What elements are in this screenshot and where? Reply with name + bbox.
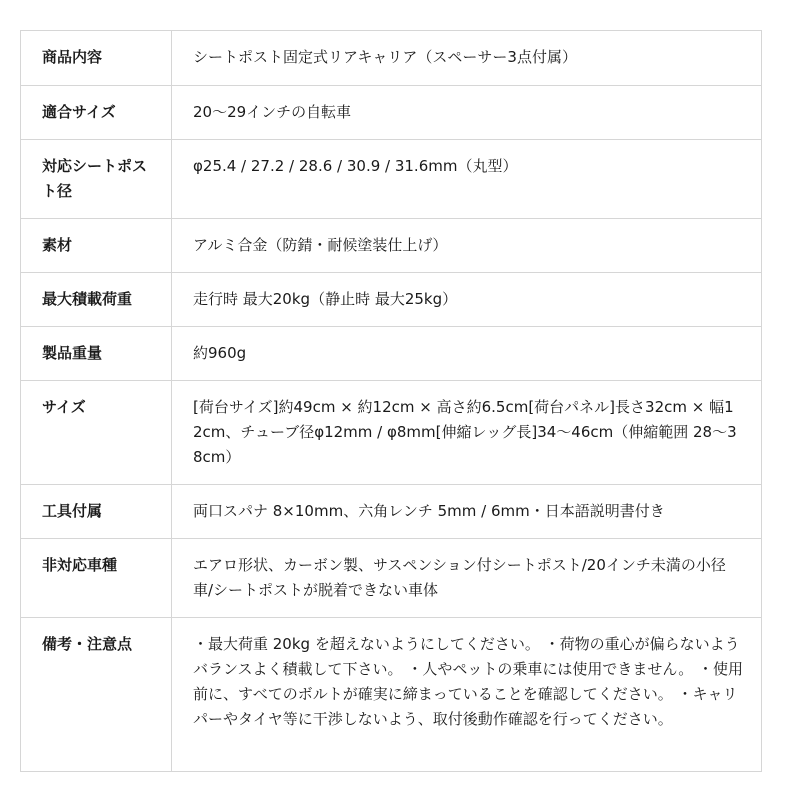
spec-label: 工具付属 <box>21 485 172 539</box>
spec-value: シートポスト固定式リアキャリア（スペーサー3点付属） <box>172 31 762 86</box>
spec-value: アルミ合金（防錆・耐候塗装仕上げ） <box>172 219 762 273</box>
spec-value: 20〜29インチの自転車 <box>172 86 762 140</box>
spec-label: 製品重量 <box>21 327 172 381</box>
table-row <box>21 539 762 618</box>
spec-value: 両口スパナ 8×10mm、六角レンチ 5mm / 6mm・日本語説明書付き <box>172 485 762 539</box>
spec-label: 適合サイズ <box>21 86 172 140</box>
spec-value: 約960g <box>172 327 762 381</box>
spec-value: ・最大荷重 20kg を超えないようにしてください。 ・荷物の重心が偏らないようバランスよく積載して下さい。 ・人やペットの乗車には使用できません。 ・使用前に、すべてのボルトが確実に締まっていることを確認してください。 ・キャリパーやタイヤ等に干渉しないよう、取付後動作確認を行ってください。 <box>172 618 762 772</box>
spec-value: エアロ形状、カーボン製、サスペンション付シートポスト/20インチ未満の小径車/シートポストが脱着できない車体 <box>172 539 762 618</box>
spec-label: サイズ <box>21 381 172 485</box>
table-row <box>21 273 762 327</box>
table-row <box>21 485 762 539</box>
table-row <box>21 219 762 273</box>
table-row <box>21 618 762 772</box>
table-row <box>21 140 762 219</box>
spec-label: 商品内容 <box>21 31 172 86</box>
table-row <box>21 327 762 381</box>
table-row <box>21 86 762 140</box>
spec-label: 非対応車種 <box>21 539 172 618</box>
table-row <box>21 381 762 485</box>
spec-table <box>20 30 762 772</box>
spec-label: 対応シートポスト径 <box>21 140 172 219</box>
table-row <box>21 31 762 86</box>
spec-value: 走行時 最大20kg（静止時 最大25kg） <box>172 273 762 327</box>
spec-label: 備考・注意点 <box>21 618 172 772</box>
spec-value: [荷台サイズ]約49cm × 約12cm × 高さ約6.5cm[荷台パネル]長さ32cm × 幅12cm、チューブ径φ12mm / φ8mm[伸縮レッグ長]34〜46cm（伸縮範囲 28〜38cm） <box>172 381 762 485</box>
spec-value: φ25.4 / 27.2 / 28.6 / 30.9 / 31.6mm（丸型） <box>172 140 762 219</box>
spec-label: 最大積載荷重 <box>21 273 172 327</box>
spec-label: 素材 <box>21 219 172 273</box>
